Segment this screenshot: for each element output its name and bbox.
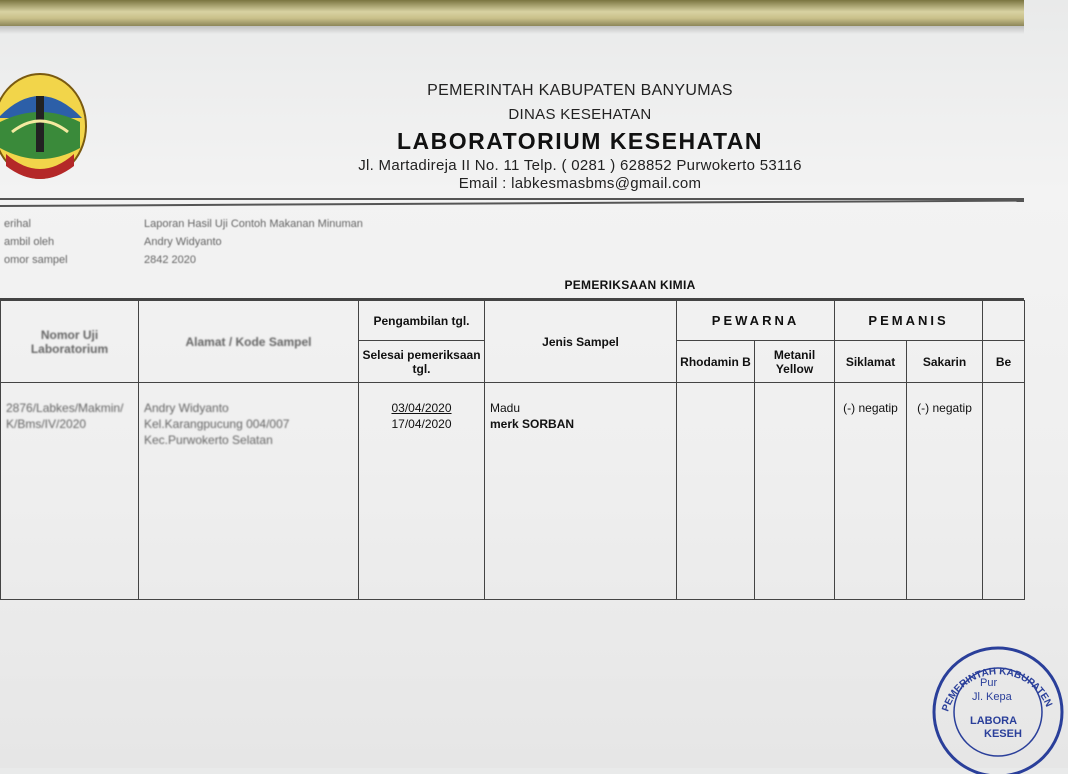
header-email: Email : labkesmasbms@gmail.com (458, 175, 702, 192)
header-extra-label: Be (983, 341, 1025, 383)
header-extra (983, 301, 1025, 341)
alamat-line: Kec.Purwokerto Selatan (144, 433, 273, 447)
header-address: Jl. Martadireja II No. 11 Telp. ( 0281 ) 628852 Purwokerto 53116 (358, 157, 802, 174)
header-pewarna: PEWARNA (677, 301, 835, 341)
table-title: PEMERIKSAAN KIMIA (564, 278, 696, 292)
header-nomor: Nomor Uji Laboratorium (1, 301, 139, 383)
cell-metanil (755, 383, 835, 600)
cell-jenis (485, 383, 677, 600)
wall-frame (0, 0, 1024, 26)
meta-row (0, 218, 464, 236)
header-sakarin: Sakarin (907, 341, 983, 383)
header-rule-2 (0, 200, 1024, 207)
alamat-line: Kel.Karangpucung 004/007 (144, 417, 290, 431)
siklamat-result: (-) negatip (843, 401, 898, 415)
kabupaten-logo-icon (0, 66, 90, 188)
header-alamat: Alamat / Kode Sampel (139, 301, 359, 383)
header-pengambilan: Pengambilan tgl. (359, 301, 485, 341)
stamp-line: Jl. Kepa (972, 691, 1012, 703)
header-rhodamin: Rhodamin B (677, 341, 755, 383)
meta-label: erihal (4, 218, 31, 230)
cell-extra (983, 383, 1025, 600)
meta-value: Laporan Hasil Uji Contoh Makanan Minuman (144, 218, 363, 230)
header-siklamat: Siklamat (835, 341, 907, 383)
tgl-ambil: 03/04/2020 (391, 401, 452, 415)
header-pemanis: PEMANIS (835, 301, 983, 341)
header-laboratory: LABORATORIUM KESEHATAN (396, 128, 764, 154)
table-row (1, 383, 1025, 600)
cell-alamat (139, 383, 359, 600)
sakarin-result: (-) negatip (917, 401, 972, 415)
meta-label: omor sampel (4, 254, 68, 266)
cell-rhodamin (677, 383, 755, 600)
header-metanil: Metanil Yellow (755, 341, 835, 383)
frame-shadow (0, 26, 1024, 34)
header-jenis: Jenis Sampel (485, 301, 677, 383)
meta-value: 2842 2020 (144, 254, 196, 266)
cell-sakarin (907, 383, 983, 600)
stamp-arc: PEMERINTAH KABUPATEN (940, 666, 1054, 714)
header-selesai: Selesai pemeriksaan tgl. (359, 341, 485, 383)
svg-text:PEMERINTAH KABUPATEN (940, 666, 1054, 713)
header-department: DINAS KESEHATAN (508, 106, 652, 123)
official-stamp-icon (928, 634, 1068, 774)
meta-row (0, 254, 464, 272)
stamp-line: LABORA (970, 715, 1018, 727)
cell-siklamat (835, 383, 907, 600)
stamp-line: KESEH (984, 728, 1022, 740)
jenis-line: merk SORBAN (490, 417, 575, 431)
tgl-selesai: 17/04/2020 (391, 417, 452, 431)
report-meta (0, 218, 464, 272)
nomor-line: 2876/Labkes/Makmin/ (6, 401, 124, 415)
meta-value: Andry Widyanto (144, 236, 222, 248)
header-government: PEMERINTAH KABUPATEN BANYUMAS (427, 82, 733, 99)
cell-tanggal (359, 383, 485, 600)
meta-row (0, 236, 464, 254)
cell-nomor (1, 383, 139, 600)
alamat-line: Andry Widyanto (144, 401, 229, 415)
nomor-line: K/Bms/IV/2020 (6, 417, 87, 431)
meta-label: ambil oleh (4, 236, 55, 248)
jenis-line: Madu (490, 401, 521, 415)
stamp-line: Pur (980, 677, 998, 689)
results-table (0, 300, 1025, 600)
